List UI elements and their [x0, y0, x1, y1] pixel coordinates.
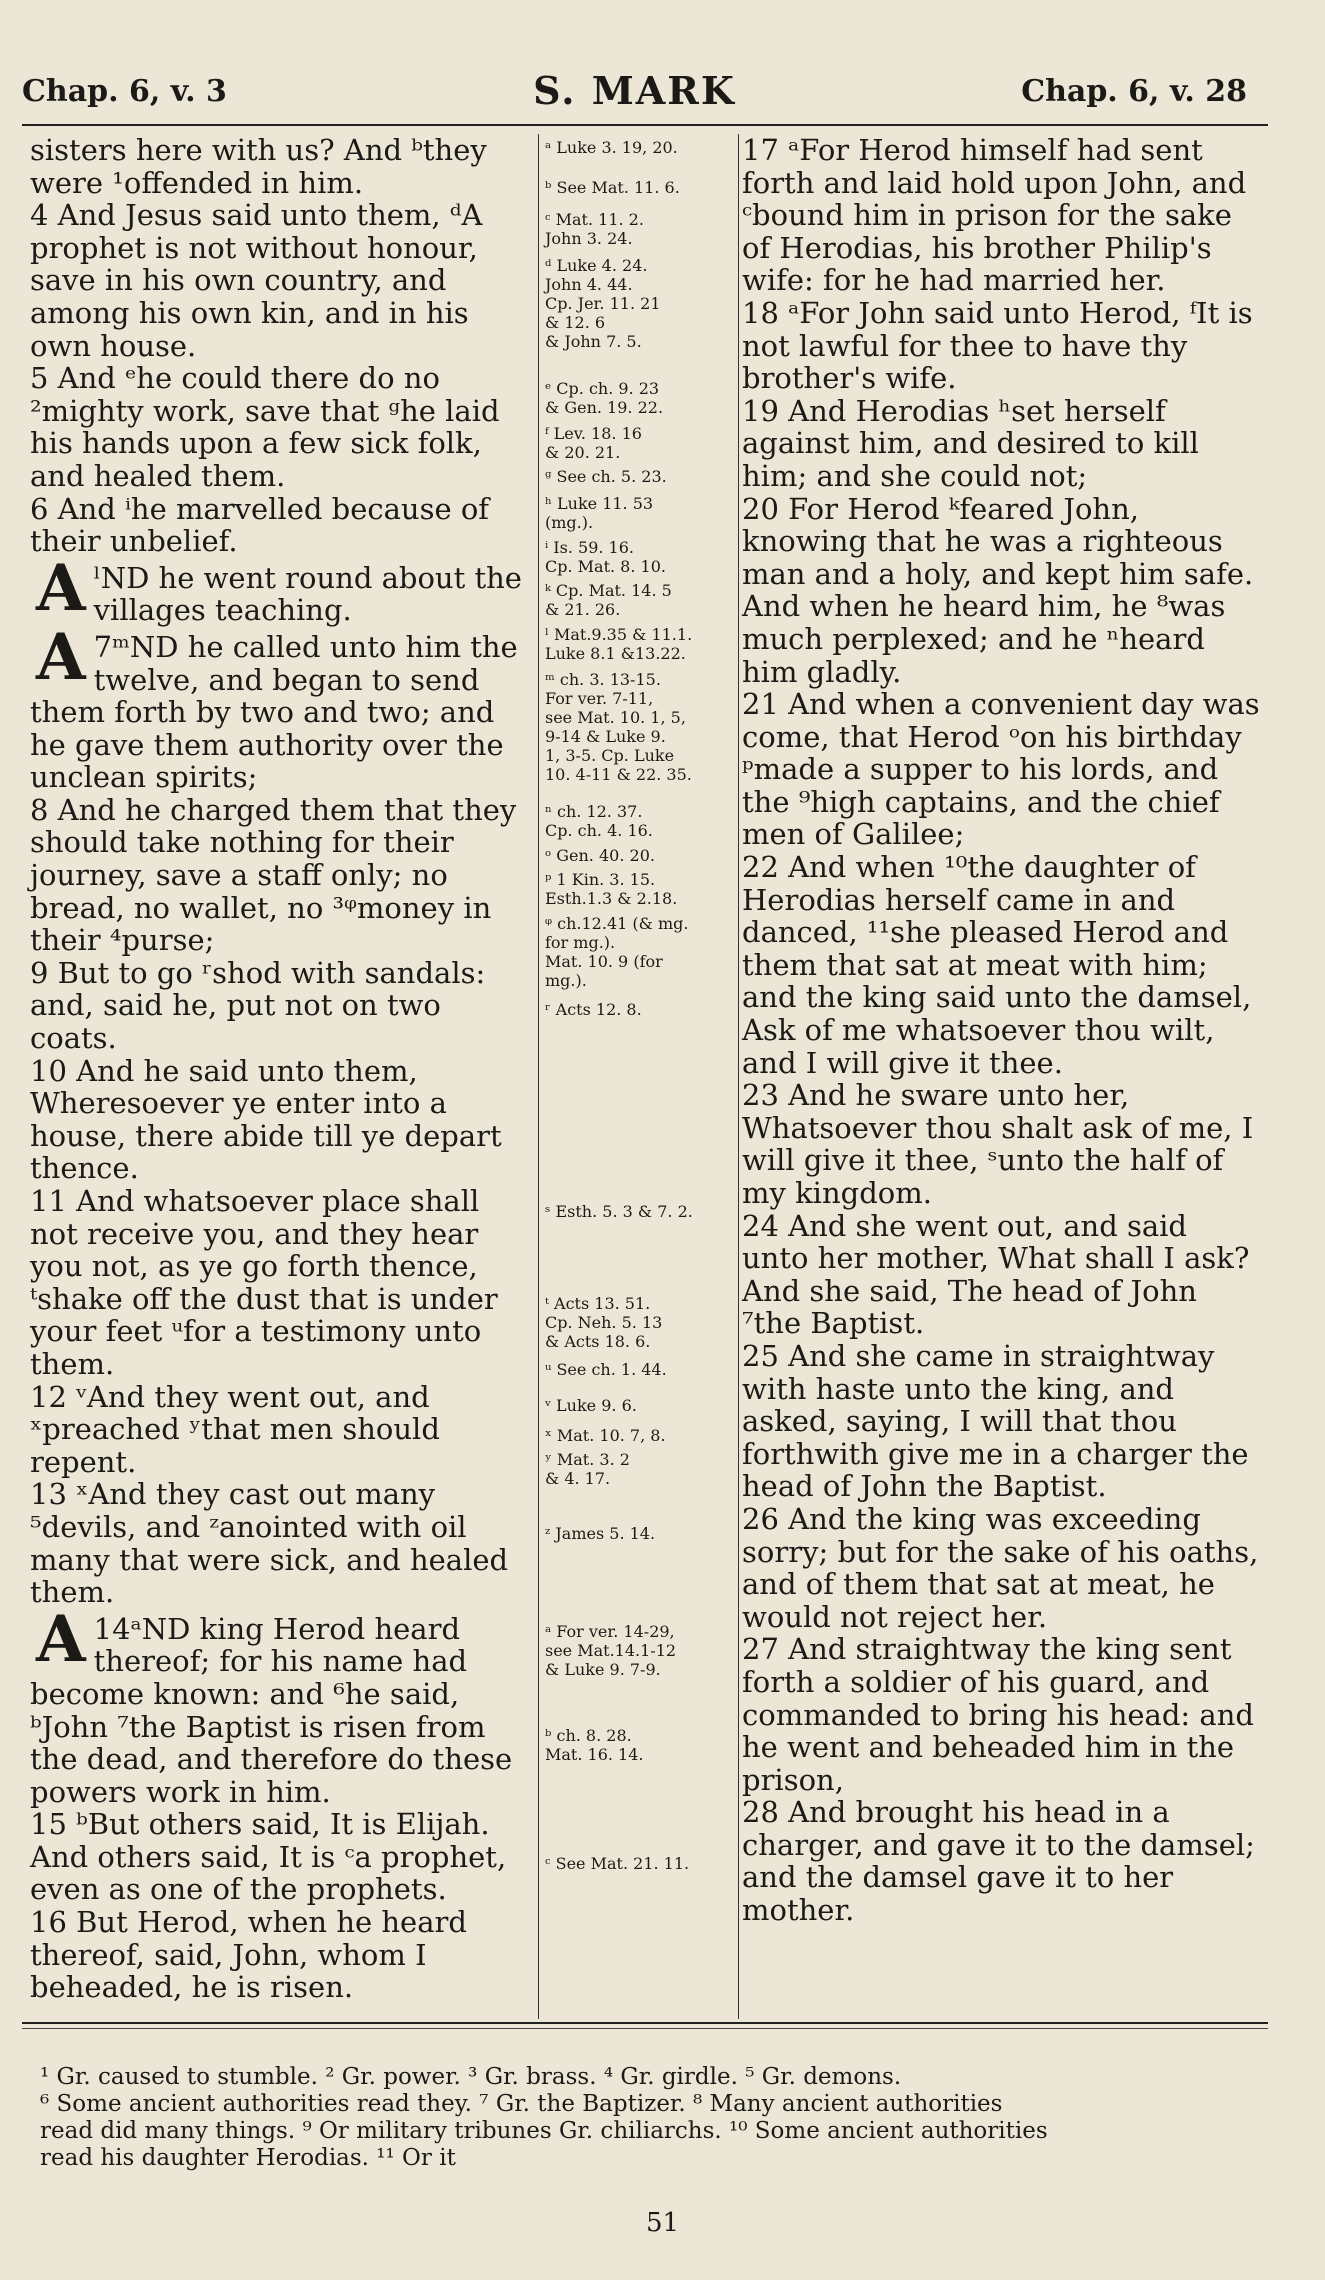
verse: 17 ᵃFor Herod himself had sent forth and laid hold upon John, and ᶜbound him in prison for the sake of Herodias, his brother Philip's wife: for he had married her. [742, 133, 1247, 298]
section-marker: 7ᵐ [93, 629, 130, 664]
verse: 27 And straightway the king sent forth a soldier of his guard, and commanded to bring his head: and he went and beheaded him in the prison, [742, 1632, 1254, 1797]
verse: 8 And he charged them that they should take nothing for their journey, save a staff only; no bread, no wallet, no ³ᵠmoney in their ⁴purse; [30, 792, 517, 958]
cross-reference: ᵍ See ch. 5. 23. [545, 467, 667, 486]
cross-reference: ᵗ Acts 13. 51. Cp. Neh. 5. 13 & Acts 18. 6. [545, 1294, 663, 1351]
verse: 4 And Jesus said unto them, ᵈA prophet is not without honour, save in his own country, and among his own kin, and in his own house. [30, 198, 483, 363]
cross-reference: ʳ Acts 12. 8. [545, 1000, 642, 1019]
text-column-right [742, 134, 1260, 1927]
verse: 19 And Herodias ʰset herself against him, and desired to kill him; and she could not; [742, 393, 1199, 493]
drop-cap: A [36, 1601, 86, 1677]
cross-reference: ᵃ Luke 3. 19, 20. [545, 138, 678, 157]
cross-reference: ᵐ ch. 3. 13-15. For ver. 7-11, see Mat. 10. 1, 5, 9-14 & Luke 9. 1, 3-5. Cp. Luke 10. 4-11 & 22. 35. [545, 670, 692, 784]
verse: 26 And the king was exceeding sorry; but for the sake of his oaths, and of them that sat at meat, he would not reject her. [742, 1501, 1259, 1634]
section-marker: ˡ [93, 560, 101, 595]
verse: 24 And she went out, and said unto her mother, What shall I ask? And she said, The head of John ⁷the Baptist. [742, 1208, 1250, 1341]
footnote-line: read did many things. ⁹ Or military tribunes Gr. chiliarchs. ¹⁰ Some ancient authorities [40, 2118, 1048, 2144]
running-header [22, 68, 1247, 118]
verse: 9 But to go ʳshod with sandals: and, said he, put not on two coats. [30, 955, 486, 1056]
section-marker: 14ᵃ [93, 1611, 142, 1646]
cross-reference: ᵏ Cp. Mat. 14. 5 & 21. 26. [545, 581, 672, 619]
cross-reference: ᵇ See Mat. 11. 6. [545, 178, 680, 197]
cross-reference: ʰ Luke 11. 53 (mg.). [545, 494, 654, 532]
footnote-rule [22, 2022, 1268, 2024]
header-chapter-start: Chap. 6, v. 3 [22, 74, 227, 109]
cross-reference: ⁿ ch. 12. 37. Cp. ch. 4. 16. [545, 802, 653, 840]
footnotes [40, 2064, 1280, 2172]
verse: 21 And when a convenient day was come, that Herod ᵒon his birthday ᵖmade a supper to his lords, and the ⁹high captains, and the chief men of Galilee; [742, 687, 1260, 852]
section-start [30, 619, 530, 795]
verse: 11 And whatsoever place shall not receive you, and they hear you not, as ye go forth thence, ᵗshake off the dust that is under your feet ᵘfor a testimony unto them. [30, 1184, 498, 1381]
cross-reference: ᵇ ch. 8. 28. Mat. 16. 14. [545, 1726, 644, 1764]
cross-reference: ᶻ James 5. 14. [545, 1524, 656, 1543]
section-text: ND he went round about the villages teaching. [93, 560, 522, 628]
cross-reference: ᶠ Lev. 18. 16 & 20. 21. [545, 424, 642, 462]
page-number: 51 [645, 2208, 680, 2238]
section-text: ND he called unto him the twelve, and began to send them forth by two and two; and he gave them authority over the unclean spirits; [30, 629, 518, 795]
text-column-left [30, 134, 530, 2004]
cross-reference-column [545, 134, 735, 2014]
header-chapter-end: Chap. 6, v. 28 [1021, 74, 1247, 109]
cross-reference: ᵈ Luke 4. 24. John 4. 44. Cp. Jer. 11. 21 & 12. 6 & John 7. 5. [545, 256, 661, 351]
verse: 12 ᵛAnd they went out, and ˣpreached ʸthat men should repent. [30, 1379, 440, 1479]
verse: 23 And he sware unto her, Whatsoever thou shalt ask of me, I will give it thee, ˢunto the half of my kingdom. [742, 1078, 1254, 1210]
column-divider-right [738, 134, 739, 2019]
cross-reference: ˢ Esth. 5. 3 & 7. 2. [545, 1202, 693, 1221]
verse: 25 And she came in straightway with haste unto the king, and asked, saying, I will that thou forthwith give me in a charger the head of John the Baptist. [742, 1338, 1249, 1504]
verse: 28 And brought his head in a charger, and gave it to the damsel; and the damsel gave it to her mother. [742, 1795, 1255, 1928]
drop-cap: A [36, 550, 86, 626]
verse: 13 ˣAnd they cast out many ⁵devils, and ᶻanointed with oil many that were sick, and healed them. [30, 1477, 509, 1610]
verse: 16 But Herod, when he heard thereof, said, John, whom I beheaded, he is risen. [30, 1905, 467, 2005]
cross-reference: ᶜ Mat. 11. 2. John 3. 24. [545, 210, 644, 248]
footnote-line: read his daughter Herodias. ¹¹ Or it [40, 2145, 456, 2171]
cross-reference: ᵖ 1 Kin. 3. 15. Esth.1.3 & 2.18. [545, 870, 678, 908]
footnote-line: ⁶ Some ancient authorities read they. ⁷ Gr. the Baptizer. ⁸ Many ancient authorities [40, 2091, 1003, 2117]
cross-reference: ᵉ Cp. ch. 9. 23 & Gen. 19. 22. [545, 379, 664, 417]
header-book-title: S. MARK [533, 68, 736, 113]
footnote-rule-thin [22, 2028, 1268, 2029]
verse: 5 And ᵉhe could there do no ²mighty work, save that ᵍhe laid his hands upon a few sick folk, and healed them. [30, 361, 500, 493]
section-start [30, 1601, 530, 1809]
cross-reference: ᵃ For ver. 14-29, see Mat.14.1-12 & Luke 9. 7-9. [545, 1622, 677, 1679]
verse: 18 ᵃFor John said unto Herod, ᶠIt is not lawful for thee to have thy brother's wife. [742, 295, 1253, 396]
verse: sisters here with us? And ᵇthey were ¹offended in him. [30, 133, 487, 200]
section-text: ND king Herod heard thereof; for his name had become known: and ⁶he said, ᵇJohn ⁷the Baptist is risen from the dead, and therefore do these powers work in him. [30, 1611, 513, 1809]
cross-reference: ᵠ ch.12.41 (& mg. for mg.). Mat. 10. 9 (for mg.). [545, 914, 689, 990]
verse: 22 And when ¹⁰the daughter of Herodias herself came in and danced, ¹¹she pleased Herod and them that sat at meat with him; and the king said unto the damsel, Ask of me whatsoever thou wilt, and I will give it thee. [742, 850, 1252, 1080]
verse: 10 And he said unto them, Wheresoever ye enter into a house, there abide till ye depart thence. [30, 1053, 502, 1186]
cross-reference: ᵘ See ch. 1. 44. [545, 1360, 667, 1379]
cross-reference: ˣ Mat. 10. 7, 8. [545, 1426, 666, 1445]
footnote-line: ¹ Gr. caused to stumble. ² Gr. power. ³ Gr. brass. ⁴ Gr. girdle. ⁵ Gr. demons. [40, 2064, 902, 2090]
section-start [30, 550, 530, 628]
verse: 20 For Herod ᵏfeared John, knowing that he was a righteous man and a holy, and kept him safe. And when he heard him, he ⁸was much perplexed; and he ⁿheard him gladly. [742, 491, 1254, 689]
cross-reference: ⁱ Is. 59. 16. Cp. Mat. 8. 10. [545, 538, 666, 576]
cross-reference: ᵛ Luke 9. 6. [545, 1396, 637, 1415]
verse: 6 And ⁱhe marvelled because of their unbelief. [30, 491, 490, 559]
drop-cap: A [36, 619, 86, 695]
cross-reference: ʸ Mat. 3. 2 & 4. 17. [545, 1450, 630, 1488]
cross-reference: ˡ Mat.9.35 & 11.1. Luke 8.1 &13.22. [545, 625, 693, 663]
column-divider-left [538, 134, 539, 2019]
cross-reference: ᶜ See Mat. 21. 11. [545, 1854, 690, 1873]
header-rule [22, 124, 1268, 126]
verse: 15 ᵇBut others said, It is Elijah. And others said, It is ᶜa prophet, even as one of the prophets. [30, 1807, 507, 1907]
cross-reference: ᵒ Gen. 40. 20. [545, 846, 655, 865]
